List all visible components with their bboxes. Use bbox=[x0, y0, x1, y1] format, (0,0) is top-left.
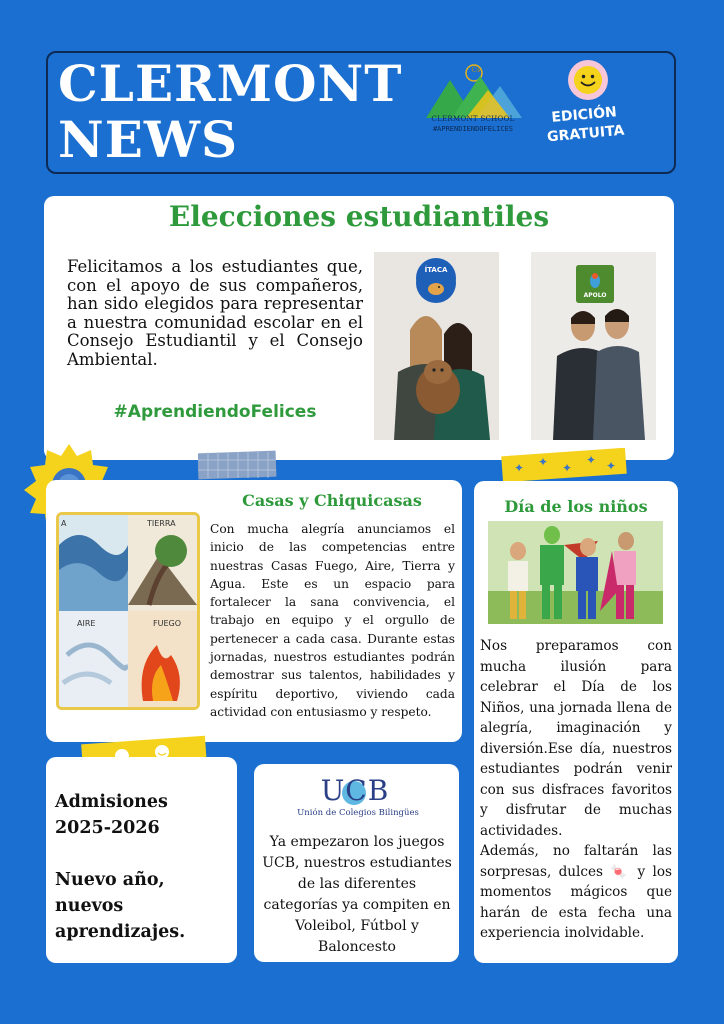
casas-body: Con mucha alegría anunciamos el inicio de las competencias entre nuestras Casas Fuego, Aire, Tierra y Agua. Este es un espacio para fortalecer la sana convivencia, el trabajo en equipo y el orgullo de pertenecer a cada casa. Durante estas jornadas, nuestros estudiantes podrán demostrar sus talentos, habilidades y espíritu deportivo, viviendo cada actividad con entusiasmo y respeto. bbox=[210, 522, 455, 719]
childrens-day-body bbox=[480, 636, 672, 944]
admissions-slogan-line: nuevos bbox=[55, 896, 124, 916]
edition-line-2: GRATUITA bbox=[546, 122, 626, 146]
quadrant-label-fire: FUEGO bbox=[153, 619, 182, 628]
ucb-body: Ya empezaron los juegos UCB, nuestros estudiantes de las diferentes categorías ya compiten en Voleibol, Fútbol y Baloncesto bbox=[262, 834, 452, 955]
quadrant-label-water: A bbox=[61, 519, 67, 528]
elements-illustration bbox=[56, 512, 200, 710]
parrot-icon bbox=[585, 270, 605, 290]
title-line-2: NEWS bbox=[58, 110, 239, 169]
casas-title: Casas y Chiquicasas bbox=[242, 491, 422, 510]
elections-title: Elecciones estudiantiles bbox=[168, 200, 550, 233]
svg-text:✦: ✦ bbox=[562, 461, 573, 475]
four-elements-image bbox=[59, 515, 197, 707]
svg-text:✦: ✦ bbox=[586, 453, 597, 467]
ucb-logo-text: UCB bbox=[320, 774, 390, 807]
capybara-icon bbox=[426, 277, 446, 297]
school-name: CLERMONT SCHOOL bbox=[431, 115, 515, 123]
apolo-badge-label: APOLO bbox=[583, 292, 607, 299]
grid-tape-decoration bbox=[198, 450, 278, 480]
admissions-text bbox=[55, 789, 235, 945]
admissions-slogan-line: aprendizajes. bbox=[55, 922, 186, 942]
childrens-day-title: Día de los niños bbox=[504, 497, 648, 516]
admissions-slogan-line: Nuevo año, bbox=[55, 870, 165, 890]
quadrant-label-earth: TIERRA bbox=[147, 519, 176, 528]
elections-body: Felicitamos a los estudiantes que, con el apoyo de sus compañeros, han sido elegidos para representar a nuestra comunidad escolar en el Consejo Estudiantil y el Consejo Ambiental. bbox=[67, 257, 363, 369]
newspaper-title bbox=[58, 56, 402, 168]
smiley-icon bbox=[573, 65, 603, 95]
childrens-day-paragraph-1: Nos preparamos con mucha ilusión para celebrar el Día de los Niños, una jornada llena de alegría, imaginación y diversión.Ese día, nuestros estudiantes podrán venir con sus disfraces favoritos y disfrutar de muchas actividades. bbox=[480, 638, 672, 839]
quadrant-label-air: AIRE bbox=[77, 619, 96, 628]
svg-text:✦: ✦ bbox=[606, 459, 617, 473]
school-logo-monogram: Cs bbox=[471, 66, 481, 74]
school-hashtag: #APRENDIENDOFELICES bbox=[432, 125, 514, 133]
title-line-1: CLERMONT bbox=[58, 54, 403, 113]
childrens-day-paragraph-2: Además, no faltarán las sorpresas, dulces 🍬 y los momentos mágicos que harán de esta fecha una experiencia inolvidable. bbox=[480, 843, 672, 941]
ucb-logo-subtitle: Unión de Colegios Bilingües bbox=[297, 808, 419, 818]
stars-tape-decoration bbox=[500, 448, 628, 482]
admissions-year: 2025-2026 bbox=[55, 818, 160, 838]
elections-hashtag: #AprendiendoFelices bbox=[113, 402, 317, 422]
svg-text:✦: ✦ bbox=[514, 461, 525, 475]
svg-text:✦: ✦ bbox=[538, 455, 549, 469]
superhero-kids-photo bbox=[488, 521, 663, 624]
itaca-badge-label: ÍTACA bbox=[424, 266, 448, 274]
edition-line-1: EDICIÓN bbox=[550, 104, 618, 126]
admissions-line: Admisiones bbox=[55, 792, 168, 812]
